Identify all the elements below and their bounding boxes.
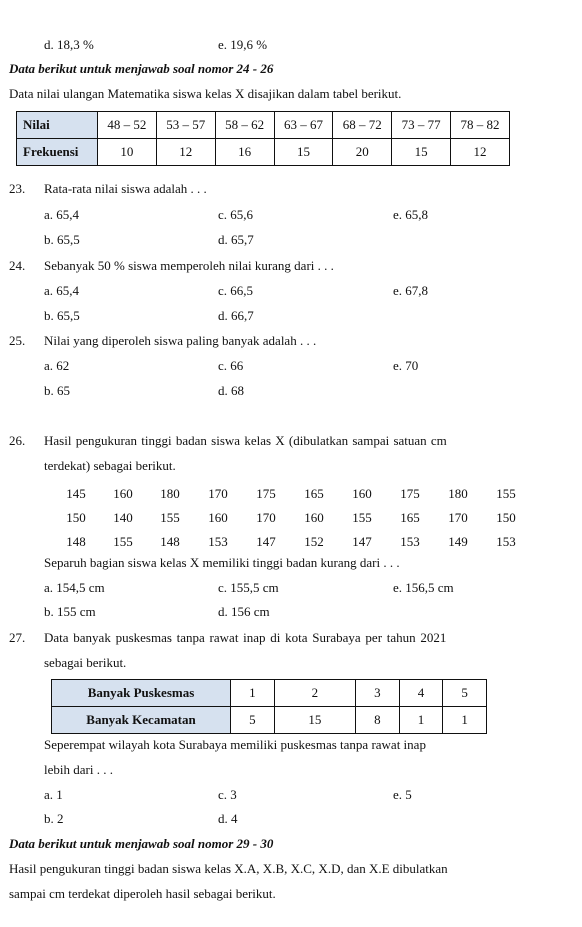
- question-number: 26.: [9, 433, 26, 448]
- question-text: Sebanyak 50 % siswa memperoleh nilai kurang dari . . .: [44, 258, 334, 273]
- data-cell: 148: [66, 534, 86, 549]
- table-cell: 12: [451, 139, 510, 166]
- question-text: sebagai berikut.: [44, 655, 127, 670]
- data-cell: 180: [160, 486, 180, 501]
- answer-option: c. 66,5: [218, 283, 254, 298]
- data-cell: 150: [496, 510, 516, 525]
- table-cell: 20: [333, 139, 392, 166]
- option-e: e. 19,6 %: [218, 37, 268, 52]
- data-cell: 147: [352, 534, 372, 549]
- data-cell: 160: [352, 486, 372, 501]
- question-text: Nilai yang diperoleh siswa paling banyak adalah . . .: [44, 333, 317, 348]
- question-number: 25.: [9, 333, 26, 348]
- data-cell: 153: [496, 534, 516, 549]
- answer-option: d. 4: [218, 811, 238, 826]
- data-cell: 175: [256, 486, 276, 501]
- answer-option: e. 67,8: [393, 283, 429, 298]
- answer-option: a. 65,4: [44, 283, 80, 298]
- answer-option: d. 68: [218, 383, 244, 398]
- answer-option: a. 65,4: [44, 207, 80, 222]
- answer-option: d. 66,7: [218, 308, 254, 323]
- table-cell: 4: [399, 680, 443, 707]
- answer-option: e. 156,5 cm: [393, 580, 454, 595]
- table-cell: 53 – 57: [156, 112, 215, 139]
- answer-option: b. 65: [44, 383, 70, 398]
- section-heading: Data berikut untuk menjawab soal nomor 24 - 26: [9, 61, 274, 76]
- answer-option: c. 3: [218, 787, 237, 802]
- answer-option: e. 70: [393, 358, 419, 373]
- data-cell: 148: [160, 534, 180, 549]
- question-number: 24.: [9, 258, 26, 273]
- data-cell: 155: [160, 510, 180, 525]
- data-cell: 165: [400, 510, 420, 525]
- table-cell: 15: [274, 139, 333, 166]
- answer-option: b. 65,5: [44, 308, 80, 323]
- data-cell: 153: [400, 534, 420, 549]
- data-cell: 155: [352, 510, 372, 525]
- table-row-label: Nilai: [17, 112, 98, 139]
- data-cell: 170: [208, 486, 228, 501]
- option-d: d. 18,3 %: [44, 37, 94, 52]
- data-cell: 170: [448, 510, 468, 525]
- question-text: Hasil pengukuran tinggi badan siswa kelas X (dibulatkan sampai satuan cm: [44, 433, 447, 448]
- answer-option: c. 65,6: [218, 207, 254, 222]
- table-row-label: Banyak Puskesmas: [52, 680, 231, 707]
- table-cell: 10: [98, 139, 157, 166]
- data-cell: 165: [304, 486, 324, 501]
- table-cell: 2: [274, 680, 355, 707]
- intro-text: Data nilai ulangan Matematika siswa kelas X disajikan dalam tabel berikut.: [9, 86, 402, 101]
- answer-option: e. 65,8: [393, 207, 429, 222]
- data-cell: 149: [448, 534, 468, 549]
- table-cell: 78 – 82: [451, 112, 510, 139]
- answer-option: a. 154,5 cm: [44, 580, 105, 595]
- table-cell: 58 – 62: [215, 112, 274, 139]
- question-number: 27.: [9, 630, 26, 645]
- table-cell: 12: [156, 139, 215, 166]
- answer-option: e. 5: [393, 787, 412, 802]
- data-cell: 155: [496, 486, 516, 501]
- table-cell: 3: [356, 680, 400, 707]
- height-data-grid: [52, 486, 522, 558]
- answer-option: b. 2: [44, 811, 64, 826]
- data-row: [52, 510, 522, 534]
- table-cell: 1: [231, 680, 275, 707]
- table-cell: 73 – 77: [392, 112, 451, 139]
- data-cell: 150: [66, 510, 86, 525]
- table-cell: 1: [399, 707, 443, 734]
- data-cell: 180: [448, 486, 468, 501]
- grade-frequency-table: [16, 111, 510, 166]
- table-cell: 15: [392, 139, 451, 166]
- puskesmas-table: [51, 679, 487, 734]
- data-row: [52, 486, 522, 510]
- question-text: Separuh bagian siswa kelas X memiliki tinggi badan kurang dari . . .: [44, 555, 400, 570]
- data-cell: 155: [113, 534, 133, 549]
- table-cell: 15: [274, 707, 355, 734]
- data-cell: 175: [400, 486, 420, 501]
- data-cell: 160: [208, 510, 228, 525]
- data-cell: 153: [208, 534, 228, 549]
- section-heading: Data berikut untuk menjawab soal nomor 29 - 30: [9, 836, 274, 851]
- data-cell: 170: [256, 510, 276, 525]
- answer-option: a. 1: [44, 787, 63, 802]
- table-row-label: Banyak Kecamatan: [52, 707, 231, 734]
- answer-option: b. 155 cm: [44, 604, 96, 619]
- table-cell: 1: [443, 707, 487, 734]
- question-text: Rata-rata nilai siswa adalah . . .: [44, 181, 207, 196]
- table-cell: 68 – 72: [333, 112, 392, 139]
- question-text: lebih dari . . .: [44, 762, 113, 777]
- data-cell: 145: [66, 486, 86, 501]
- table-cell: 5: [231, 707, 275, 734]
- question-number: 23.: [9, 181, 26, 196]
- answer-option: c. 66: [218, 358, 244, 373]
- table-cell: 8: [356, 707, 400, 734]
- answer-option: a. 62: [44, 358, 70, 373]
- answer-option: d. 65,7: [218, 232, 254, 247]
- data-cell: 160: [113, 486, 133, 501]
- answer-option: c. 155,5 cm: [218, 580, 279, 595]
- intro-text: sampai cm terdekat diperoleh hasil sebagai berikut.: [9, 886, 276, 901]
- answer-option: b. 65,5: [44, 232, 80, 247]
- table-cell: 16: [215, 139, 274, 166]
- question-text: Seperempat wilayah kota Surabaya memiliki puskesmas tanpa rawat inap: [44, 737, 426, 752]
- intro-text: Hasil pengukuran tinggi badan siswa kelas X.A, X.B, X.C, X.D, dan X.E dibulatkan: [9, 861, 448, 876]
- answer-option: d. 156 cm: [218, 604, 270, 619]
- data-cell: 152: [304, 534, 324, 549]
- table-row-label: Frekuensi: [17, 139, 98, 166]
- question-text: terdekat) sebagai berikut.: [44, 458, 176, 473]
- table-cell: 5: [443, 680, 487, 707]
- table-cell: 63 – 67: [274, 112, 333, 139]
- question-text: Data banyak puskesmas tanpa rawat inap di kota Surabaya per tahun 2021: [44, 630, 447, 645]
- table-cell: 48 – 52: [98, 112, 157, 139]
- data-cell: 147: [256, 534, 276, 549]
- data-cell: 140: [113, 510, 133, 525]
- data-cell: 160: [304, 510, 324, 525]
